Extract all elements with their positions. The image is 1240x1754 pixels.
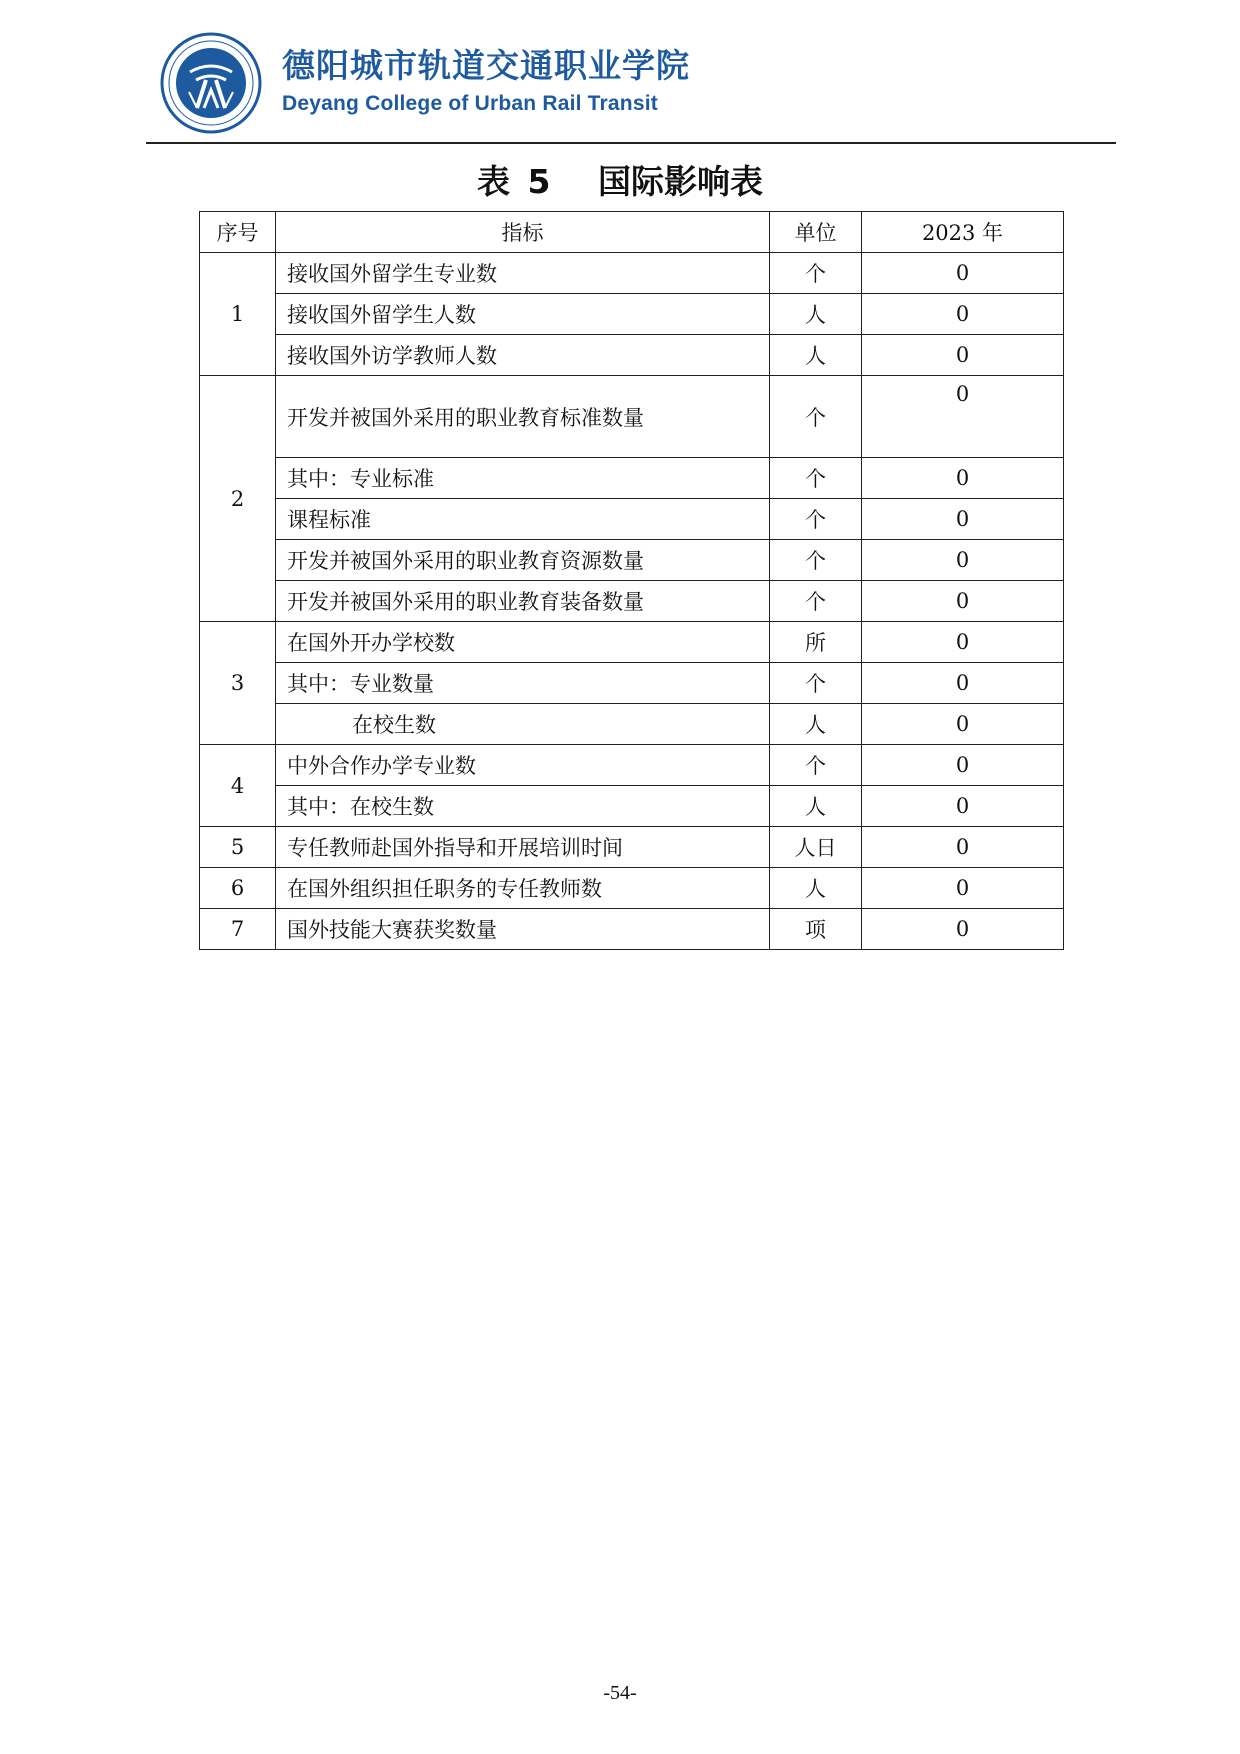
seq-cell: 2 — [200, 376, 276, 622]
indicator-cell: 其中：在校生数 — [276, 786, 770, 827]
value-cell: 0 — [862, 622, 1064, 663]
value-cell: 0 — [862, 827, 1064, 868]
table-row — [200, 868, 1064, 909]
seq-cell: 7 — [200, 909, 276, 950]
unit-cell: 人 — [770, 335, 862, 376]
value-cell: 0 — [862, 294, 1064, 335]
table-row — [200, 335, 1064, 376]
unit-cell: 个 — [770, 745, 862, 786]
unit-cell: 人 — [770, 294, 862, 335]
value-cell: 0 — [862, 786, 1064, 827]
indicator-cell: 在国外组织担任职务的专任教师数 — [276, 868, 770, 909]
table-row — [200, 827, 1064, 868]
indicator-cell: 开发并被国外采用的职业教育资源数量 — [276, 540, 770, 581]
value-cell: 0 — [862, 868, 1064, 909]
title-prefix: 表 — [477, 162, 511, 201]
seq-cell: 4 — [200, 745, 276, 827]
header-unit: 单位 — [770, 212, 862, 253]
indicator-cell: 接收国外访学教师人数 — [276, 335, 770, 376]
indicator-cell: 在校生数 — [276, 704, 770, 745]
table-row — [200, 663, 1064, 704]
unit-cell: 个 — [770, 376, 862, 458]
school-logo — [160, 32, 262, 134]
unit-cell: 个 — [770, 663, 862, 704]
page-number: -54- — [603, 1682, 637, 1704]
international-influence-table — [199, 211, 1064, 950]
unit-cell: 个 — [770, 253, 862, 294]
school-name-cn: 德阳城市轨道交通职业学院 — [282, 46, 690, 85]
table-row — [200, 540, 1064, 581]
indicator-cell: 开发并被国外采用的职业教育标准数量 — [276, 376, 770, 458]
table-row — [200, 909, 1064, 950]
table-row — [200, 581, 1064, 622]
seq-cell: 6 — [200, 868, 276, 909]
indicator-cell: 课程标准 — [276, 499, 770, 540]
table-row — [200, 786, 1064, 827]
value-cell: 0 — [862, 499, 1064, 540]
unit-cell: 个 — [770, 458, 862, 499]
indicator-cell: 国外技能大赛获奖数量 — [276, 909, 770, 950]
unit-cell: 人 — [770, 786, 862, 827]
indicator-cell: 在国外开办学校数 — [276, 622, 770, 663]
unit-cell: 人日 — [770, 827, 862, 868]
table-row — [200, 499, 1064, 540]
page-header — [160, 30, 1120, 140]
header-divider — [146, 142, 1116, 144]
table-row — [200, 253, 1064, 294]
value-cell: 0 — [862, 704, 1064, 745]
unit-cell: 个 — [770, 540, 862, 581]
value-cell: 0 — [862, 581, 1064, 622]
title-text: 国际影响表 — [597, 162, 763, 201]
value-cell: 0 — [862, 458, 1064, 499]
title-number: 5 — [527, 162, 551, 201]
unit-cell: 个 — [770, 499, 862, 540]
table-row — [200, 294, 1064, 335]
indicator-cell: 其中：专业标准 — [276, 458, 770, 499]
indicator-cell: 接收国外留学生专业数 — [276, 253, 770, 294]
table-title — [0, 156, 1240, 203]
indicator-cell: 专任教师赴国外指导和开展培训时间 — [276, 827, 770, 868]
school-name-en: Deyang College of Urban Rail Transit — [282, 92, 658, 115]
unit-cell: 个 — [770, 581, 862, 622]
header-year: 2023 年 — [862, 212, 1064, 253]
table-header-row — [200, 212, 1064, 253]
value-cell: 0 — [862, 745, 1064, 786]
header-indicator: 指标 — [276, 212, 770, 253]
indicator-cell: 其中：专业数量 — [276, 663, 770, 704]
indicator-cell: 中外合作办学专业数 — [276, 745, 770, 786]
seq-cell: 5 — [200, 827, 276, 868]
value-cell: 0 — [862, 335, 1064, 376]
seq-cell: 1 — [200, 253, 276, 376]
indicator-cell: 接收国外留学生人数 — [276, 294, 770, 335]
table-row — [200, 745, 1064, 786]
indicator-cell: 开发并被国外采用的职业教育装备数量 — [276, 581, 770, 622]
unit-cell: 所 — [770, 622, 862, 663]
unit-cell: 项 — [770, 909, 862, 950]
table-row — [200, 704, 1064, 745]
value-cell: 0 — [862, 663, 1064, 704]
seq-cell: 3 — [200, 622, 276, 745]
table-row — [200, 622, 1064, 663]
header-seq: 序号 — [200, 212, 276, 253]
unit-cell: 人 — [770, 704, 862, 745]
unit-cell: 人 — [770, 868, 862, 909]
table-row — [200, 376, 1064, 458]
value-cell: 0 — [862, 540, 1064, 581]
table-row — [200, 458, 1064, 499]
value-cell: 0 — [862, 376, 1064, 458]
value-cell: 0 — [862, 909, 1064, 950]
value-cell: 0 — [862, 253, 1064, 294]
